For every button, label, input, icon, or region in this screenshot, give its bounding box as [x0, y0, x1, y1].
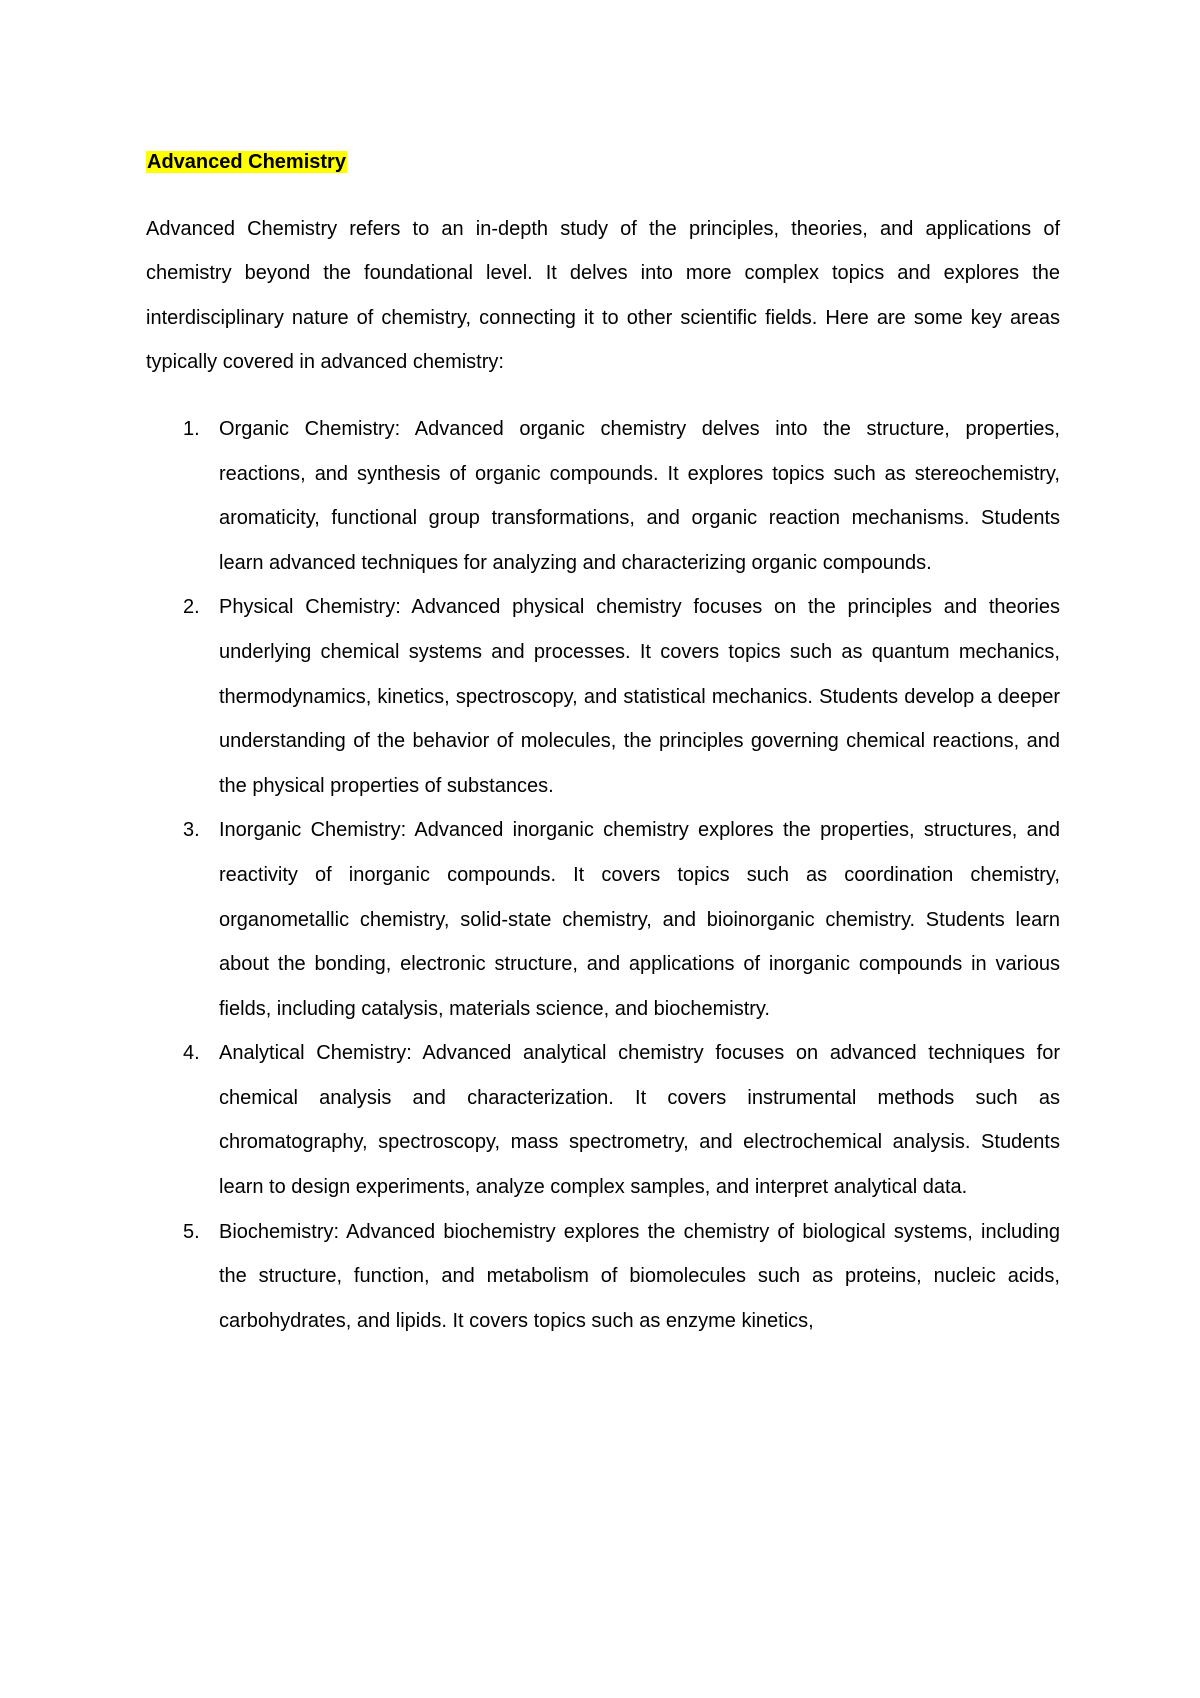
list-item-text: Physical Chemistry: Advanced physical chemistry focuses on the principles and theories underlying chemical systems and processes. It covers topics such as quantum mechanics, thermodynamics, kinetics, spectroscopy, and statistical mechanics. Students develop a deeper understanding of the behavior of molecules, the principles governing chemical reactions, and the physical properties of substances.: [219, 596, 1060, 797]
list-item: [146, 407, 1060, 585]
list-item-number: 4.: [183, 1042, 200, 1065]
list-item-text: Organic Chemistry: Advanced organic chemistry delves into the structure, properties, reactions, and synthesis of organic compounds. It explores topics such as stereochemistry, aromaticity, functional group transformations, and organic reaction mechanisms. Students learn advanced techniques for analyzing and characterizing organic compounds.: [219, 417, 1060, 574]
list-item: [146, 585, 1060, 808]
topic-list: [146, 407, 1060, 1343]
intro-paragraph: Advanced Chemistry refers to an in-depth study of the principles, theories, and applications of chemistry beyond the foundational level. It delves into more complex topics and explores the interdisciplinary nature of chemistry, connecting it to other scientific fields. Here are some key areas typically covered in advanced chemistry:: [146, 217, 1060, 374]
list-item-text: Biochemistry: Advanced biochemistry explores the chemistry of biological systems, including the structure, function, and metabolism of biomolecules such as proteins, nucleic acids, carbohydrates, and lipids. It covers topics such as enzyme kinetics,: [219, 1220, 1060, 1332]
list-item-text: Analytical Chemistry: Advanced analytical chemistry focuses on advanced techniques for chemical analysis and characterization. It covers instrumental methods such as chromatography, spectroscopy, mass spectrometry, and electrochemical analysis. Students learn to design experiments, analyze complex samples, and interpret analytical data.: [219, 1042, 1060, 1199]
list-item-number: 1.: [183, 417, 200, 440]
document-title: Advanced Chemistry: [147, 151, 346, 173]
list-item: [146, 1031, 1060, 1209]
document-body: [146, 140, 1060, 1343]
list-item: [146, 1210, 1060, 1344]
list-item-number: 2.: [183, 596, 200, 619]
list-item-number: 3.: [183, 819, 200, 842]
list-item: [146, 808, 1060, 1031]
title-line: [146, 140, 1060, 185]
list-item-number: 5.: [183, 1220, 200, 1243]
list-item-text: Inorganic Chemistry: Advanced inorganic chemistry explores the properties, structures, and reactivity of inorganic compounds. It covers topics such as coordination chemistry, organometallic chemistry, solid-state chemistry, and bioinorganic chemistry. Students learn about the bonding, electronic structure, and applications of inorganic compounds in various fields, including catalysis, materials science, and biochemistry.: [219, 819, 1060, 1020]
